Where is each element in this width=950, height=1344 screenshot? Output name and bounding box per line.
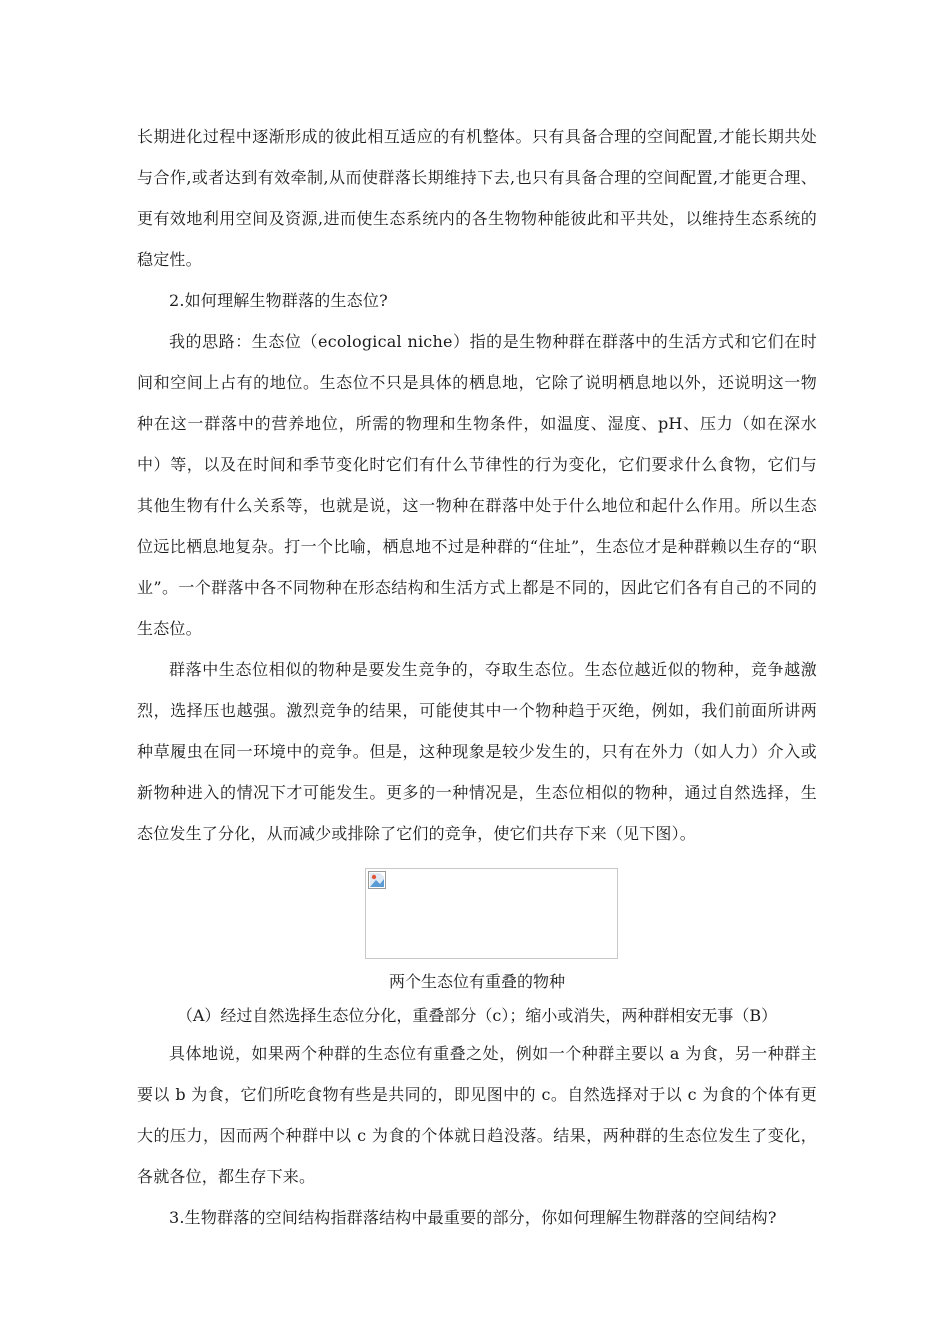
figure-caption: 两个生态位有重叠的物种 xyxy=(388,972,565,991)
paragraph-niche-definition: 我的思路：生态位（ecological niche）指的是生物种群在群落中的生活方式和它们在时间和空间上占有的地位。生态位不只是具体的栖息地，它除了说明栖息地以外，还说明这一物种在这一群落中的营养地位，所需的物理和生物条件，如温度、湿度、pH、压力（如在深水中）等，以及在时间和季节变化时它们有什么节律性的行为变化，它们要求什么食物，它们与其他生物有什么关系等，也就是说，这一物种在群落中处于什么地位和起什么作用。所以生态位远比栖息地复杂。打一个比喻，栖息地不过是种群的“住址”，生态位才是种群赖以生存的“职业”。一个群落中各不同物种在形态结构和生活方式上都是不同的，因此它们各有自己的不同的生态位。 xyxy=(137,332,817,638)
figure-subcaption: （A）经过自然选择生态位分化，重叠部分（c）；缩小或消失，两种群相安无事（B） xyxy=(176,1006,778,1025)
paragraph-continuation: 长期进化过程中逐渐形成的彼此相互适应的有机整体。只有具备合理的空间配置,才能长期共处与合作,或者达到有效牵制,从而使群落长期维持下去,也只有具备合理的空间配置,才能更合理、更有效地利用空间及资源,进而使生态系统内的各生物物种能彼此和平共处，以维持生态系统的稳定性。 xyxy=(137,127,817,269)
paragraph-niche-example: 具体地说，如果两个种群的生态位有重叠之处，例如一个种群主要以 a 为食，另一种群主要以 b 为食，它们所吃食物有些是共同的，即见图中的 c。自然选择对于以 c 为食的个体有更大的压力，因而两个种群中以 c 为食的个体就日趋没落。结果，两种群的生态位发生了变化，各就各位，都生存下来。 xyxy=(137,1044,817,1186)
document-page xyxy=(137,116,817,1238)
niche-overlap-figure xyxy=(365,868,618,959)
question-2-heading: 2.如何理解生物群落的生态位? xyxy=(169,291,388,310)
broken-image-icon xyxy=(368,871,386,889)
paragraph-niche-competition: 群落中生态位相似的物种是要发生竞争的，夺取生态位。生态位越近似的物种，竞争越激烈，选择压也越强。激烈竞争的结果，可能使其中一个物种趋于灭绝，例如，我们前面所讲两种草履虫在同一环境中的竞争。但是，这种现象是较少发生的，只有在外力（如人力）介入或新物种进入的情况下才可能发生。更多的一种情况是，生态位相似的物种，通过自然选择，生态位发生了分化，从而减少或排除了它们的竞争，使它们共存下来（见下图）。 xyxy=(137,660,817,843)
question-3-heading: 3.生物群落的空间结构指群落结构中最重要的部分，你如何理解生物群落的空间结构? xyxy=(169,1208,777,1227)
